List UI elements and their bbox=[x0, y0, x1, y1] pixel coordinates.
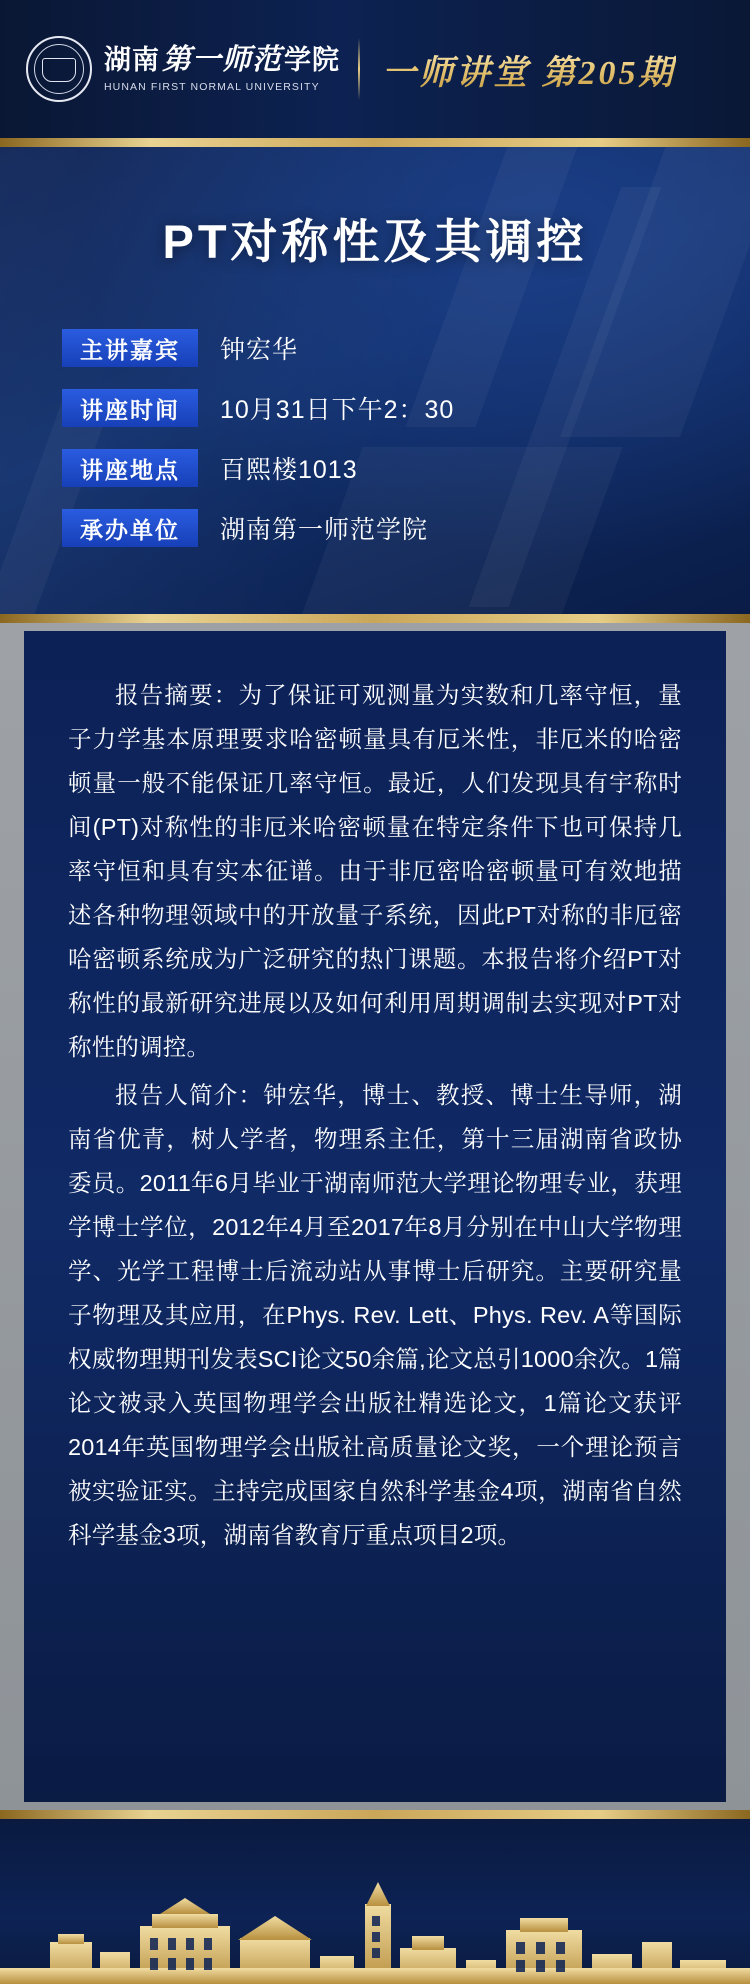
info-label-speaker: 主讲嘉宾 bbox=[62, 329, 198, 367]
university-name-cn bbox=[104, 43, 341, 76]
gold-rule-middle bbox=[0, 614, 750, 623]
content-background bbox=[0, 623, 750, 1810]
poster-header bbox=[0, 0, 750, 138]
info-label-location: 讲座地点 bbox=[62, 449, 198, 487]
info-value-location: 百熙楼1013 bbox=[220, 456, 358, 484]
gold-rule-bottom bbox=[0, 1810, 750, 1819]
info-row-speaker bbox=[62, 329, 454, 367]
speaker-bio-paragraph: 报告人简介：钟宏华，博士、教授、博士生导师，湖南省优青，树人学者，物理系主任，第十三届湖南省政协委员。2011年6月毕业于湖南师范大学理论物理专业，获理学博士学位，2012年4月至2017年8月分别在中山大学物理学、光学工程博士后流动站从事博士后研究。主要研究量子物理及其应用，在Phys. Rev. Lett、Phys. Rev. A等国际权威物理期刊发表SCI论文50余篇,论文总引1000余次。1篇论文被录入英国物理学会出版社精选论文，1篇论文获评2014年英国物理学会出版社高质量论文奖，一个理论预言被实验证实。主持完成国家自然科学基金4项，湖南省自然科学基金3项，湖南省教育厅重点项目2项。 bbox=[68, 1082, 682, 1548]
info-label-organizer: 承办单位 bbox=[62, 509, 198, 547]
lecture-title: PT对称性及其调控 bbox=[162, 215, 588, 268]
info-label-time: 讲座时间 bbox=[62, 389, 198, 427]
university-name-cn-part1: 湖南 bbox=[104, 44, 160, 75]
lecture-series-title: 一师讲堂 第205期 bbox=[382, 45, 676, 94]
info-value-speaker: 钟宏华 bbox=[220, 336, 299, 364]
university-name-block bbox=[104, 43, 341, 93]
abstract-paragraph: 报告摘要：为了保证可观测量为实数和几率守恒，量子力学基本原理要求哈密顿量具有厄米性，非厄米的哈密顿量一般不能保证几率守恒。最近，人们发现具有宇称时间(PT)对称性的非厄米哈密顿量在特定条件下也可保持几率守恒和具有实本征谱。由于非厄密哈密顿量可有效地描述各种物理领域中的开放量子系统，因此PT对称的非厄密哈密顿系统成为广泛研究的热门课题。本报告将介绍PT对称性的最新研究进展以及如何利用周期调制去实现对PT对称性的调控。 bbox=[68, 682, 682, 1060]
university-name-en: HUNAN FIRST NORMAL UNIVERSITY bbox=[104, 80, 320, 93]
poster-footer bbox=[0, 1819, 750, 1984]
info-row-location bbox=[62, 449, 454, 487]
info-row-time bbox=[62, 389, 454, 427]
hero-section bbox=[0, 147, 750, 614]
university-logo bbox=[26, 36, 340, 102]
info-value-organizer: 湖南第一师范学院 bbox=[220, 516, 429, 544]
content-card bbox=[24, 631, 726, 1802]
city-skyline-icon bbox=[0, 1864, 750, 1984]
university-name-cn-calligraphy: 第一师范 bbox=[162, 43, 283, 76]
university-seal-icon bbox=[26, 36, 92, 102]
gold-rule-top bbox=[0, 138, 750, 147]
header-divider bbox=[358, 38, 360, 100]
lecture-info-list bbox=[62, 329, 454, 569]
university-name-cn-part2: 学院 bbox=[284, 44, 341, 75]
info-row-organizer bbox=[62, 509, 454, 547]
info-value-time: 10月31日下午2：30 bbox=[220, 396, 455, 424]
